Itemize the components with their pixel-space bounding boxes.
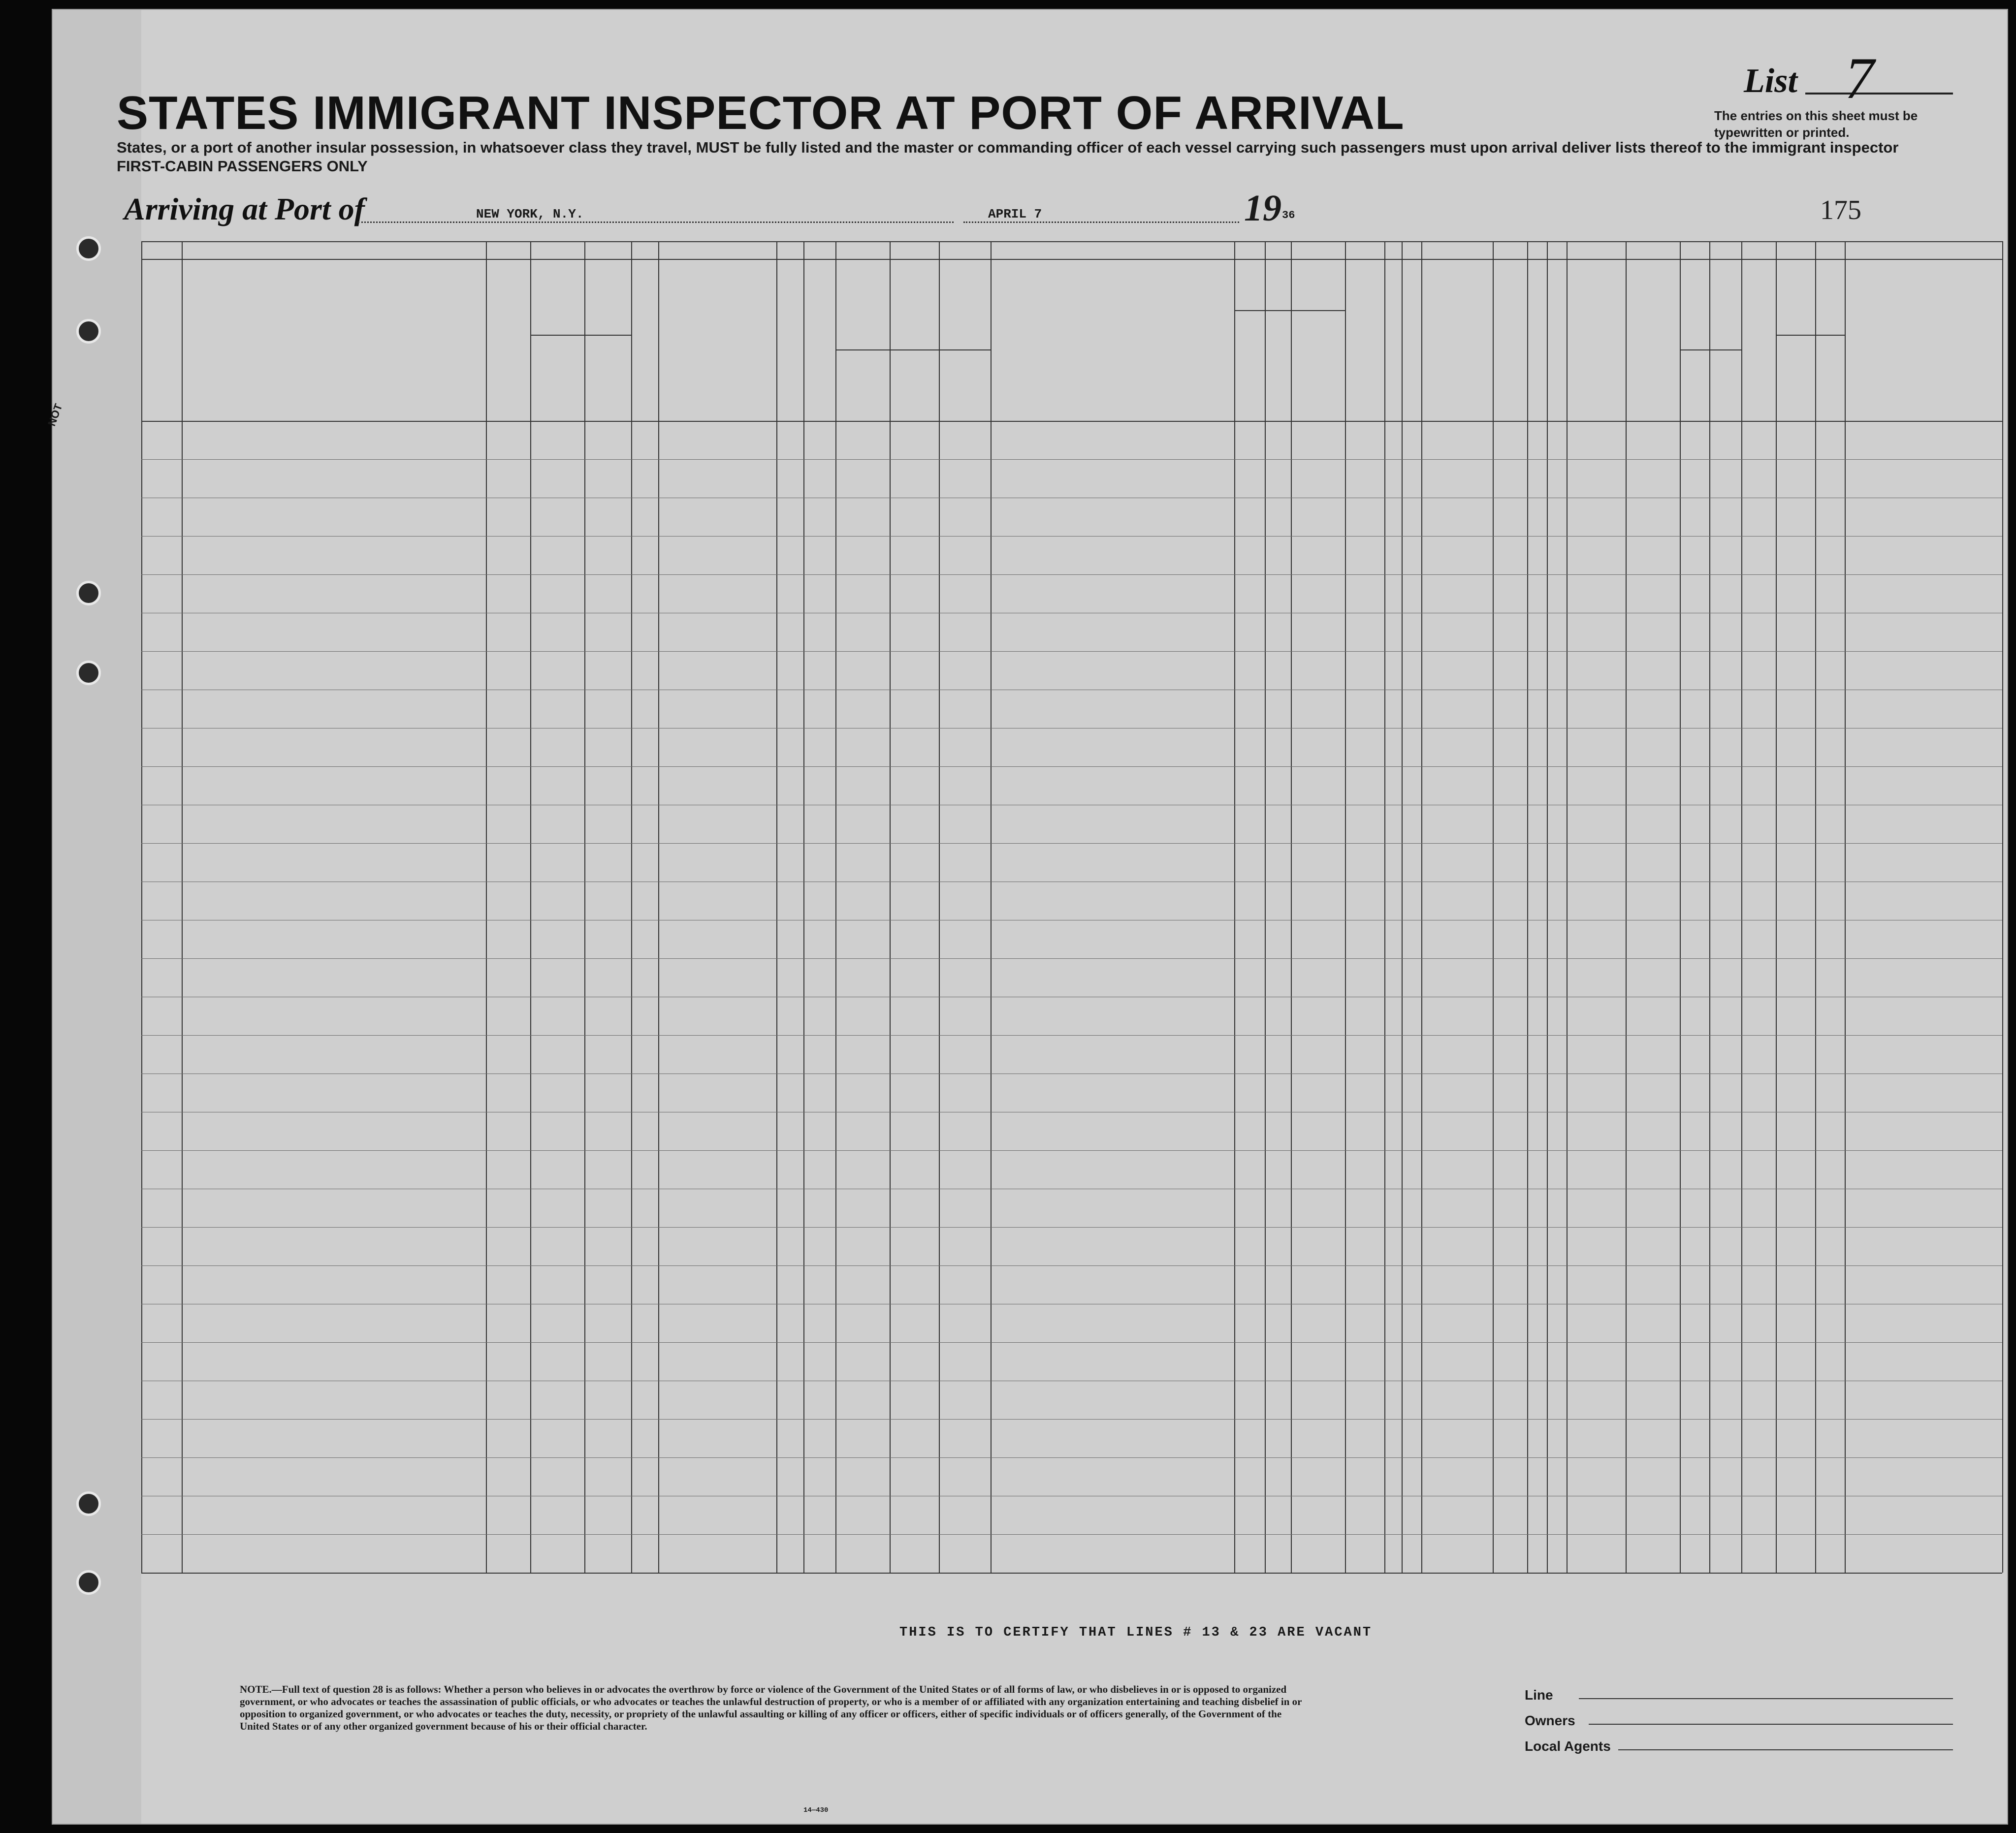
- sub-rule: [530, 335, 631, 336]
- marks-header: [1847, 341, 2000, 353]
- condition-header: [1568, 315, 1624, 369]
- column-rule: [1234, 241, 1235, 1573]
- row-rule: [141, 958, 2002, 959]
- inches-header: [1711, 364, 1740, 413]
- margin-note: NOT: [45, 402, 65, 428]
- line-rule: [1579, 1698, 1953, 1699]
- row-rule: [141, 536, 2002, 537]
- header-bottom-rule: [141, 421, 2002, 422]
- page-title: STATES IMMIGRANT INSPECTOR AT PORT OF ARRIVAL: [117, 87, 1405, 139]
- yes-or-no-header: [805, 354, 833, 384]
- year-prefix: 19: [1244, 188, 1281, 229]
- certification-line: THIS IS TO CERTIFY THAT LINES # 13 & 23 ARE VACANT: [899, 1625, 1373, 1640]
- punch-hole-icon: [76, 319, 101, 344]
- page-number: 175: [1820, 195, 1861, 225]
- column-rule: [1527, 241, 1528, 1573]
- city-header: [586, 372, 629, 383]
- column-rule: [1547, 241, 1548, 1573]
- column-rule: [530, 241, 531, 1573]
- sub-rule: [1234, 310, 1345, 311]
- arriving-label: Arriving at Port of: [124, 191, 365, 226]
- table-bottom-rule: [141, 1573, 2002, 1574]
- list-label: List: [1744, 62, 1797, 100]
- table-top-rule: [141, 241, 2002, 242]
- deformed-header: [1628, 310, 1678, 384]
- column-rule: [2002, 241, 2003, 1573]
- column-rule: [1680, 241, 1681, 1573]
- row-rule: [141, 1150, 2002, 1151]
- hair-header: [1778, 372, 1813, 383]
- nearest-relative-header: [184, 310, 484, 379]
- ticket-header: [633, 285, 657, 413]
- column-rule: [1345, 241, 1346, 1573]
- column-rule: [1567, 241, 1568, 1573]
- if-yes-header: [837, 335, 989, 346]
- row-rule: [141, 843, 2002, 844]
- column-rule: [1291, 241, 1292, 1573]
- punch-hole-icon: [76, 236, 101, 261]
- row-rule: [141, 459, 2002, 460]
- year-suffix: 36: [1282, 209, 1295, 221]
- column-rule: [486, 241, 487, 1573]
- column-rule: [1709, 241, 1710, 1573]
- final-destination-note: [488, 309, 629, 321]
- column-rule: [803, 241, 804, 1573]
- column-rule: [991, 241, 992, 1573]
- col26-header: [1386, 285, 1400, 418]
- form-number: 14—430: [803, 1806, 829, 1814]
- row-rule: [141, 1534, 2002, 1535]
- date-underline: [963, 221, 1239, 224]
- column-rule: [1815, 241, 1816, 1573]
- passage-paid-header: [660, 315, 774, 349]
- list-number: 7: [1845, 45, 1874, 111]
- list-underline: [1805, 93, 1953, 95]
- row-rule: [141, 651, 2002, 652]
- col31-header: [1548, 285, 1565, 418]
- row-rule: [141, 1342, 2002, 1343]
- column-rule: [182, 241, 183, 1573]
- column-rule: [1845, 241, 1846, 1573]
- no-on-list-header: [143, 325, 180, 364]
- column-rule: [1741, 241, 1742, 1573]
- purpose-c-header: [1292, 313, 1344, 418]
- col25-header: [1346, 285, 1383, 418]
- col28-header: [1423, 285, 1491, 418]
- row-rule: [141, 1035, 2002, 1036]
- punch-hole-icon: [76, 661, 101, 685]
- column-rule: [658, 241, 659, 1573]
- purpose-header: [1236, 285, 1343, 310]
- column-rule: [1384, 241, 1385, 1573]
- col29-header: [1494, 285, 1526, 418]
- color-of-header: [1778, 308, 1843, 320]
- eyes-header: [1817, 372, 1843, 383]
- column-rule: [1626, 241, 1627, 1573]
- ever-before-header: [805, 288, 989, 320]
- punch-hole-icon: [76, 581, 101, 605]
- column-rule: [1776, 241, 1777, 1573]
- sub-rule: [1776, 335, 1845, 336]
- column-rule: [141, 241, 142, 1573]
- footnote: NOTE.—Full text of question 28 is as follows: Whether a person who believes in or advocates the overthrow by force or violence of the Government of the United States or of all forms of law, or who disbelieves in or is opposed to organized government, or who advocates or teaches the assassination of public officials, or who advocates or teaches the unlawful destruction of property, or who is a member of or affiliated with any organization entertaining and teaching disbelief in or opposition to organized government, or who advocates or teaches the duty, necessity, or propriety of the unlawful assaulting or killing of any officer or officers, either of specific individuals or of officers generally, of the Government of the United States or of any other organized government because of his or their official character.: [240, 1683, 1302, 1732]
- purpose-b-header: [1266, 313, 1289, 418]
- year-period-header: [837, 354, 888, 394]
- column-rule: [776, 241, 777, 1573]
- foreign-country-header: [488, 345, 528, 399]
- column-number-rule: [141, 259, 2002, 260]
- date-departure-header: [941, 354, 989, 399]
- complexion-header: [1743, 335, 1774, 364]
- state-header: [532, 372, 582, 383]
- passage-paid-note: [660, 354, 774, 413]
- row-rule: [141, 1227, 2002, 1228]
- date-value: APRIL 7: [988, 207, 1042, 221]
- joining-relative-header: [992, 320, 1232, 379]
- column-rule: [1493, 241, 1494, 1573]
- line-label: Line: [1525, 1687, 1553, 1703]
- column-rule: [1265, 241, 1266, 1573]
- column-rule: [835, 241, 836, 1573]
- instruction-line: States, or a port of another insular possession, in whatsoever class they travel, MUST be fully listed and the master or commanding officer of each vessel carrying such passengers must upon arrival deliver lists thereof to the immigrant inspector: [117, 139, 1899, 156]
- row-rule: [141, 1457, 2002, 1458]
- column-rule: [1421, 241, 1422, 1573]
- typewritten-note: The entries on this sheet must be typewritten or printed.: [1714, 108, 1918, 140]
- manifest-sheet: [45, 9, 2008, 1825]
- column-rule: [939, 241, 940, 1573]
- sub-rule: [1680, 349, 1741, 350]
- in-usa-header: [532, 340, 629, 362]
- purpose-a-header: [1236, 313, 1263, 418]
- punch-hole-icon: [76, 1570, 101, 1595]
- row-rule: [141, 574, 2002, 575]
- where-header: [892, 374, 937, 386]
- column-rule: [1402, 241, 1403, 1573]
- port-value: NEW YORK, N.Y.: [476, 207, 584, 221]
- agents-rule: [1618, 1749, 1953, 1750]
- col27-header: [1403, 285, 1420, 418]
- column-rule: [890, 241, 891, 1573]
- sub-rule: [835, 349, 991, 350]
- row-rule: [141, 1265, 2002, 1266]
- punch-hole-icon: [76, 1491, 101, 1516]
- owners-label: Owners: [1525, 1713, 1575, 1728]
- final-destination-header: [488, 298, 629, 310]
- column-rule: [631, 241, 632, 1573]
- height-header: [1682, 313, 1739, 325]
- last-residence-note: [805, 320, 989, 331]
- col30-header: [1529, 285, 1545, 418]
- row-rule: [141, 766, 2002, 767]
- column-rule: [584, 241, 585, 1573]
- fifty-dollars-header: [778, 285, 802, 413]
- owners-rule: [1589, 1724, 1953, 1725]
- first-cabin-label: FIRST-CABIN PASSENGERS ONLY: [117, 158, 368, 175]
- port-underline: [358, 221, 954, 224]
- feet-header: [1681, 364, 1708, 413]
- left-margin: [53, 10, 141, 1824]
- agents-label: Local Agents: [1525, 1738, 1611, 1754]
- row-rule: [141, 1419, 2002, 1420]
